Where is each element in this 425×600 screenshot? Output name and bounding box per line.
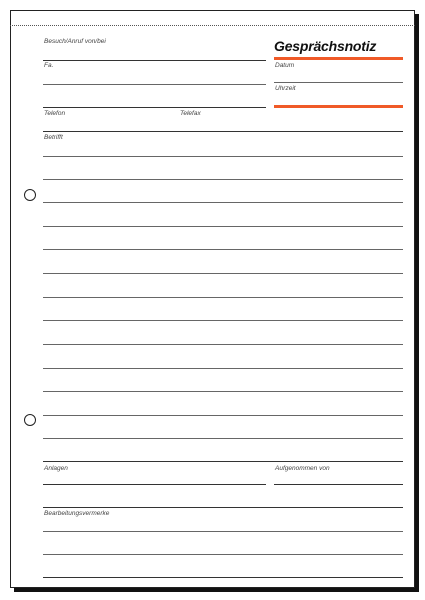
field-datum-line[interactable] xyxy=(274,82,403,83)
writing-line[interactable] xyxy=(43,391,403,392)
sheet-shadow-bottom xyxy=(14,588,419,592)
punch-hole-bottom xyxy=(24,414,36,426)
label-betrifft: Betrifft xyxy=(44,134,63,141)
field-firma-line[interactable] xyxy=(43,84,266,85)
field-aufgenommen-line[interactable] xyxy=(274,484,403,485)
writing-line[interactable] xyxy=(43,320,403,321)
writing-line[interactable] xyxy=(43,438,403,439)
writing-line[interactable] xyxy=(43,415,403,416)
field-telefon-line[interactable] xyxy=(43,131,403,132)
writing-line[interactable] xyxy=(43,226,403,227)
writing-line[interactable] xyxy=(43,273,403,274)
writing-line[interactable] xyxy=(43,249,403,250)
label-firma: Fa. xyxy=(44,62,54,69)
title-accent-bar-top xyxy=(274,57,403,60)
writing-line[interactable] xyxy=(43,179,403,180)
writing-line[interactable] xyxy=(43,156,403,157)
label-aufgenommen: Aufgenommen von xyxy=(275,465,330,472)
writing-line[interactable] xyxy=(43,577,403,578)
label-telefon: Telefon xyxy=(44,110,66,117)
field-besuch-line[interactable] xyxy=(43,60,266,61)
writing-line[interactable] xyxy=(43,554,403,555)
perforation-line xyxy=(10,25,415,26)
form-title: Gesprächsnotiz xyxy=(274,38,377,54)
label-anlagen: Anlagen xyxy=(44,465,68,472)
punch-hole-top xyxy=(24,189,36,201)
label-uhrzeit: Uhrzeit xyxy=(275,85,296,92)
writing-line[interactable] xyxy=(43,461,403,462)
field-firma-line-2[interactable] xyxy=(43,107,266,108)
writing-line[interactable] xyxy=(43,531,403,532)
label-besuch: Besuch/Anruf von/bei xyxy=(44,38,106,45)
field-anlagen-line[interactable] xyxy=(43,484,266,485)
label-telefax: Telefax xyxy=(180,110,201,117)
writing-line[interactable] xyxy=(43,368,403,369)
field-anlagen-line-2[interactable] xyxy=(43,507,403,508)
writing-line[interactable] xyxy=(43,344,403,345)
label-datum: Datum xyxy=(275,62,295,69)
title-accent-bar-bottom xyxy=(274,105,403,108)
sheet-shadow-right xyxy=(415,14,419,592)
writing-line[interactable] xyxy=(43,297,403,298)
writing-line[interactable] xyxy=(43,202,403,203)
label-bearbeitung: Bearbeitungsvermerke xyxy=(44,510,110,517)
form-sheet xyxy=(10,10,415,588)
